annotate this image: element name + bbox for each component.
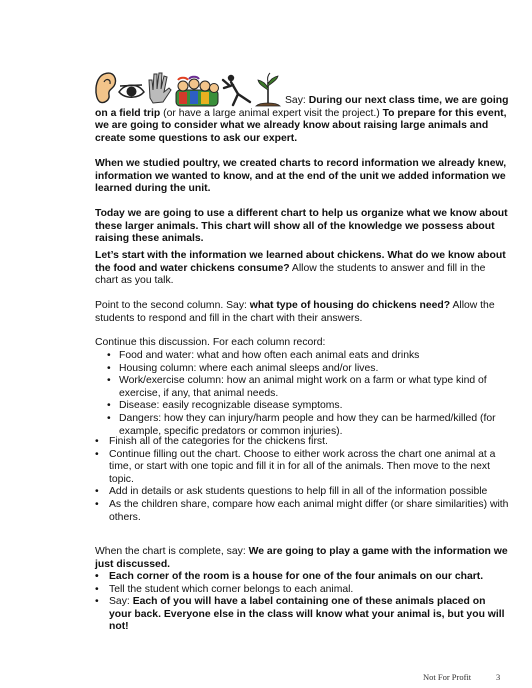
column-record-list <box>95 350 510 438</box>
list-item: • Tell the student which corner belongs to each animal. <box>95 584 510 597</box>
list-item: • Finish all of the categories for the chickens first. <box>95 436 510 449</box>
say-bold-text: During our next class time, we are going on a field trip <box>95 95 509 119</box>
say-label: Say: <box>285 95 309 106</box>
intro-paragraph <box>95 95 510 145</box>
list-item <box>95 596 510 634</box>
point-paragraph <box>95 300 510 325</box>
list-item: • Disease: easily recognizable disease symptoms. <box>95 400 510 413</box>
point-rest-text: Allow the students to respond and fill in the chart with their answers. <box>95 300 495 324</box>
page-number: 3 <box>496 672 501 682</box>
game-list <box>95 571 510 634</box>
list-item: • As the children share, compare how each animal might differ (or share similarities) with others. <box>95 499 510 524</box>
steps-list <box>95 436 510 524</box>
list-item: • Continue filling out the chart. Choose to either work across the chart one animal at a time, or start with one topic and fill it in for all of the animals. Then move to the next topic. <box>95 449 510 487</box>
list-item: • Housing column: where each animal sleeps and/or lives. <box>95 363 510 376</box>
point-bold-text: what type of housing do chickens need? <box>249 300 451 311</box>
game-paragraph <box>95 546 510 571</box>
game-item3-bold: Each of you will have a label containing one of these animals placed on your back. Everyone else in the class will know what your animal is, but you will not! <box>109 596 505 633</box>
list-item: • Dangers: how they can injury/harm people and how they can be harmed/killed (for example, specific predators or common injuries). <box>95 413 510 438</box>
footer-label: Not For Profit <box>423 672 472 682</box>
game-bold-text: We are going to play a game with the information we just discussed. <box>95 546 508 570</box>
game-lead-text: When the chart is complete, say: <box>95 546 249 557</box>
poultry-paragraph: When we studied poultry, we created charts to record information we already knew, information we wanted to know, and at the end of the unit we added information we learned during the unit. <box>95 158 507 195</box>
list-item: • Add in details or ask students questions to help fill in all of the information possible <box>95 486 510 499</box>
game-item3-lead: Say: <box>109 596 133 608</box>
say-parenthetical: (or have a large animal expert visit the project.) <box>160 107 383 119</box>
chickens-rest-text: Allow the students to answer and fill in the chart as you talk. <box>95 262 486 287</box>
list-item: • Food and water: what and how often each animal eats and drinks <box>95 350 510 363</box>
continue-intro: Continue this discussion. For each column record: <box>95 337 326 348</box>
list-item: • Each corner of the room is a house for one of the four animals on our chart. <box>95 571 510 584</box>
list-item: • Work/exercise column: how an animal might work on a farm or what type kind of exercise, if any, that animal needs. <box>95 375 510 400</box>
say-bold-text-2: To prepare for this event, we are going to consider what we already know about raising large animals and create some questions to ask our expert. <box>95 107 507 144</box>
chickens-paragraph <box>95 250 510 288</box>
point-lead-text: Point to the second column. Say: <box>95 300 250 311</box>
today-paragraph: Today we are going to use a different chart to help us organize what we know about these larger animals. This chart will show all of the knowledge we possess about raising these animals. <box>95 208 508 245</box>
chickens-bold-text: Let’s start with the information we learned about chickens. What do we know about the food and water chickens consume? <box>95 250 506 274</box>
